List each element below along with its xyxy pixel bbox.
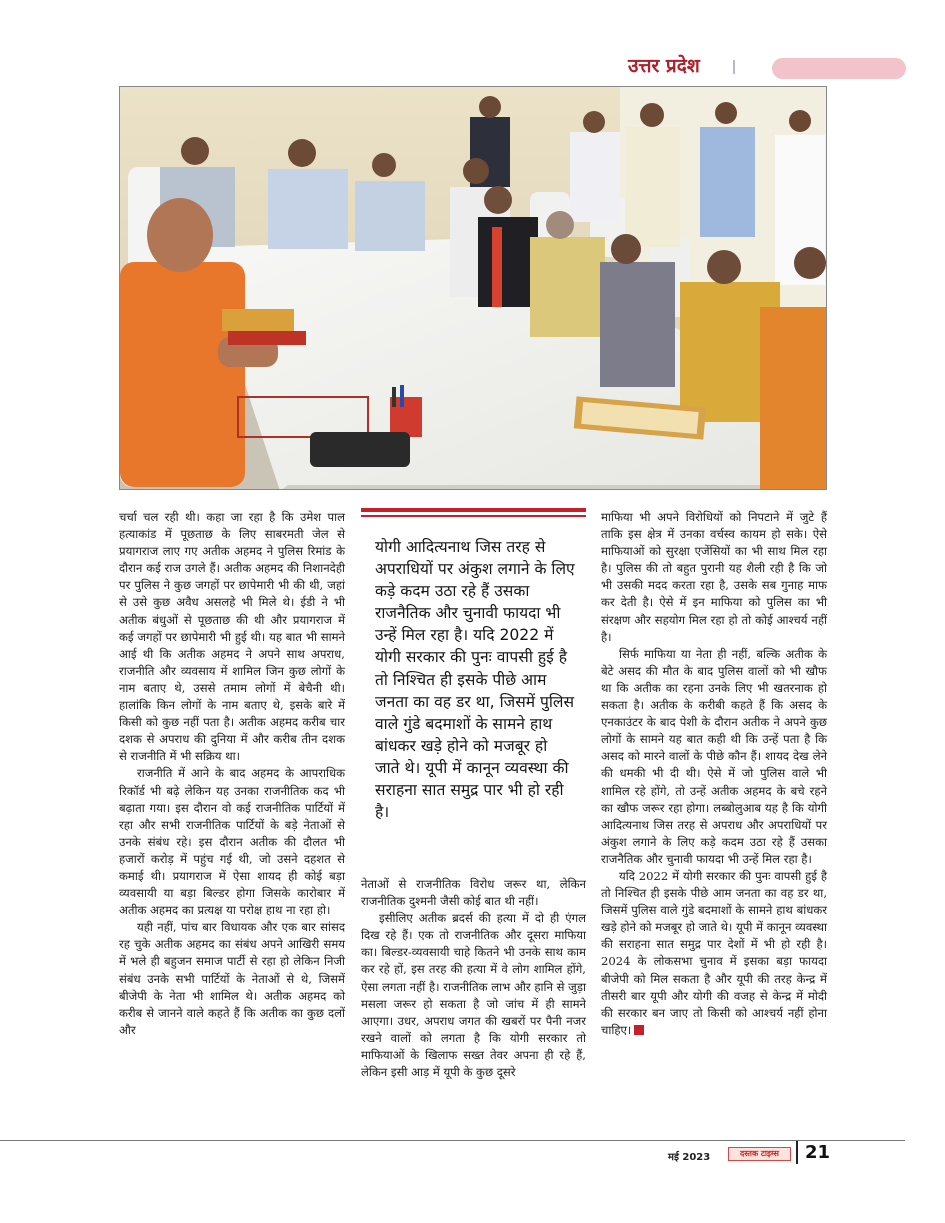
footer-divider: [0, 1140, 905, 1141]
paragraph-text: यदि 2022 में योगी सरकार की पुनः वापसी हुई है तो निश्चित ही इसके पीछे आम जनता का वह डर था, जिसमें पुलिस वाले गुंडे बदमाशों के सामने हाथ बांधकर खड़े होने को मजबूर हो जाते थे। यूपी में कानून व्यवस्था की सराहना सात समुद्र पार देशों में भी हो रही है। 2024 के लोकसभा चुनाव में इसका बड़ा फायदा बीजेपी को मिल सकता है और यूपी की तरह केन्द्र में तीसरी बार यूपी और योगी की वजह से केन्द्र में मोदी की सरकार बन जाए तो किसी को आश्चर्य नहीं होना चाहिए।: [601, 868, 827, 1037]
issue-date: मई 2023: [668, 1152, 711, 1163]
paragraph: नेताओं से राजनीतिक विरोध जरूर था, लेकिन राजनीतिक दुश्मनी जैसी कोई बात थी नहीं।: [361, 877, 586, 909]
article-column-left: [119, 509, 345, 1039]
section-title: उत्तर प्रदेश: [628, 55, 700, 77]
paragraph: माफिया भी अपने विरोधियों को निपटाने में जुटे हैं ताकि इस क्षेत्र में उनका वर्चस्व कायम हो सके। ऐसे माफियाओं को सुरक्षा एजेंसियों का भी साथ मिल रहा है। पुलिस की तो बहुत पुरानी यह शैली रही है कि जो भी उसकी मदद करता रहा है, उसके सब गुनाह माफ कर देती है। ऐसे में इन माफिया को पुलिस का भी संरक्षण और सहयोग मिल रहा हो तो कोई आश्चर्य नहीं है।: [601, 510, 827, 644]
end-mark-icon: [634, 1025, 644, 1035]
meeting-photo-icon: [120, 87, 827, 490]
paragraph: इसीलिए अतीक ब्रदर्स की हत्या में दो ही एंगल दिख रहे हैं। एक तो राजनीतिक और दूसरा माफिया का। बिल्डर-व्यवसायी चाहे कितने भी उनके साथ काम कर रहे हों, इस तरह की हत्या में वे लोग शामिल होंगे, ऐसा लगता नहीं है। राजनीतिक लाभ और हानि से जुड़ा मसला जरूर हो सकता है जो जांच में ही सामने आएगा। उधर, अपराध जगत की खबरों पर पैनी नजर रखने वालों को लगता है कि योगी सरकार तो माफियाओं के खिलाफ सख्त तेवर अपना ही रहे हैं, लेकिन इसी आड़ में यूपी के कुछ दूसरे: [361, 911, 586, 1080]
article-column-middle: [361, 876, 586, 1081]
header-decoration: [772, 58, 906, 79]
pull-quote-text: योगी आदित्यनाथ जिस तरह से अपराधियों पर अंकुश लगाने के लिए कड़े कदम उठा रहे हैं उसका राजनैतिक और चुनावी फायदा भी उन्हें मिल रहा है। यदि 2022 में योगी सरकार की पुनः वापसी हुई है तो निश्चित ही इसके पीछे आम जनता का वह डर था, जिसमें पुलिस वाले गुंडे बदमाशों के सामने हाथ बांधकर खड़े होने को मजबूर हो जाते थे। यूपी में कानून व्यवस्था की सराहना सात समुद्र पार भी हो रही है।: [375, 538, 575, 822]
page-number: 21: [805, 1142, 831, 1163]
meeting-photo: [119, 86, 827, 490]
pull-quote-rule: [361, 515, 586, 517]
magazine-logo: दस्तक टाइम्स: [728, 1147, 791, 1161]
paragraph: [601, 868, 827, 1039]
paragraph: यही नहीं, पांच बार विधायक और एक बार सांसद रह चुके अतीक अहमद का संबंध अपने आखिरी समय में भले ही बहुजन समाज पार्टी से रहा हो लेकिन निजी संबंध उनके सभी पार्टियों के नेताओं से थे, जिसमें बीजेपी के नेता भी शामिल थे। अतीक अहमद को करीब से जानने वाले कहते हैं कि अतीक का कुछ दलों और: [119, 920, 345, 1037]
article-column-right: [601, 509, 827, 1039]
paragraph: चर्चा चल रही थी। कहा जा रहा है कि उमेश पाल हत्याकांड में पूछताछ के लिए साबरमती जेल से प्रयागराज लाए गए अतीक अहमद ने पुलिस रिमांड के दौरान कई राज उगले हैं। अतीक अहमद की निशानदेही पर पुलिस ने कुछ जगहों पर छापेमारी भी की थी, जहां से उसे कुछ अवैध असलहे भी मिले थे। ईडी ने भी अतीक बंधुओं से पूछताछ की थी और प्रयागराज में कई जगहों पर छापेमारी भी हुई थी। यह बात भी सामने आई थी कि अतीक अहमद ने अपने साथ अपराध, राजनीति और व्यवसाय में शामिल जिन कुछ लोगों के नाम बताए थे, उससे तमाम लोगों में बेचैनी थी। हालांकि किन लोगों के नाम बताए थे, इसके बारे में किसी को कुछ नहीं पता है। अतीक अहमद करीब चार दशक से अपराध की दुनिया में और करीब तीन दशक से राजनीति में भी सक्रिय था।: [119, 510, 345, 764]
paragraph: राजनीति में आने के बाद अहमद के आपराधिक रिकॉर्ड भी बढ़े लेकिन यह उनका राजनीतिक कद भी बढ़ाता गया। इस दौरान वो कई राजनीतिक पार्टियों में रहा और सभी राजनीतिक पार्टियों के बड़े नेताओं से उनके संबंध रहे। इस दौरान अतीक की दौलत भी हजारों करोड़ में पहुंच गई थी, जो उसने दहशत से कमाई थी। प्रयागराज में ऐसा शायद ही कोई बड़ा व्यवसायी या बड़ा बिल्डर होगा जिसके कारोबार में अतीक अहमद का प्रत्यक्ष या परोक्ष हाथ ना रहा हो।: [119, 766, 345, 918]
footer-separator: [796, 1141, 798, 1164]
pull-quote-rule: [361, 508, 586, 512]
header-divider: [733, 60, 735, 74]
pull-quote: [361, 508, 586, 875]
paragraph: सिर्फ माफिया या नेता ही नहीं, बल्कि अतीक के बेटे असद की मौत के बाद पुलिस वालों को भी खौफ था कि अतीक का रहना उनके लिए भी खतरनाक हो सकता है। अतीक के करीबी कहते हैं कि असद के एनकाउंटर के बाद पेशी के दौरान अतीक ने अपने कुछ लोगों के सामने यह बात कही थी कि उन्हें पता है कि असद को मारने वालों के पीछे कौन हैं। शायद देख लेने की धमकी भी दी थी। ऐसे में जो पुलिस वाले भी शामिल रहे होंगे, तो उन्हें अतीक अहमद के बचे रहने का खौफ जरूर रहा होगा। लब्बोलुआब यह है कि योगी आदित्यनाथ जिस तरह से अपराध और अपराधियों पर अंकुश लगाने के लिए कड़े कदम उठा रहे हैं उसका राजनैतिक और चुनावी फायदा भी उन्हें मिल रहा है।: [601, 646, 827, 866]
